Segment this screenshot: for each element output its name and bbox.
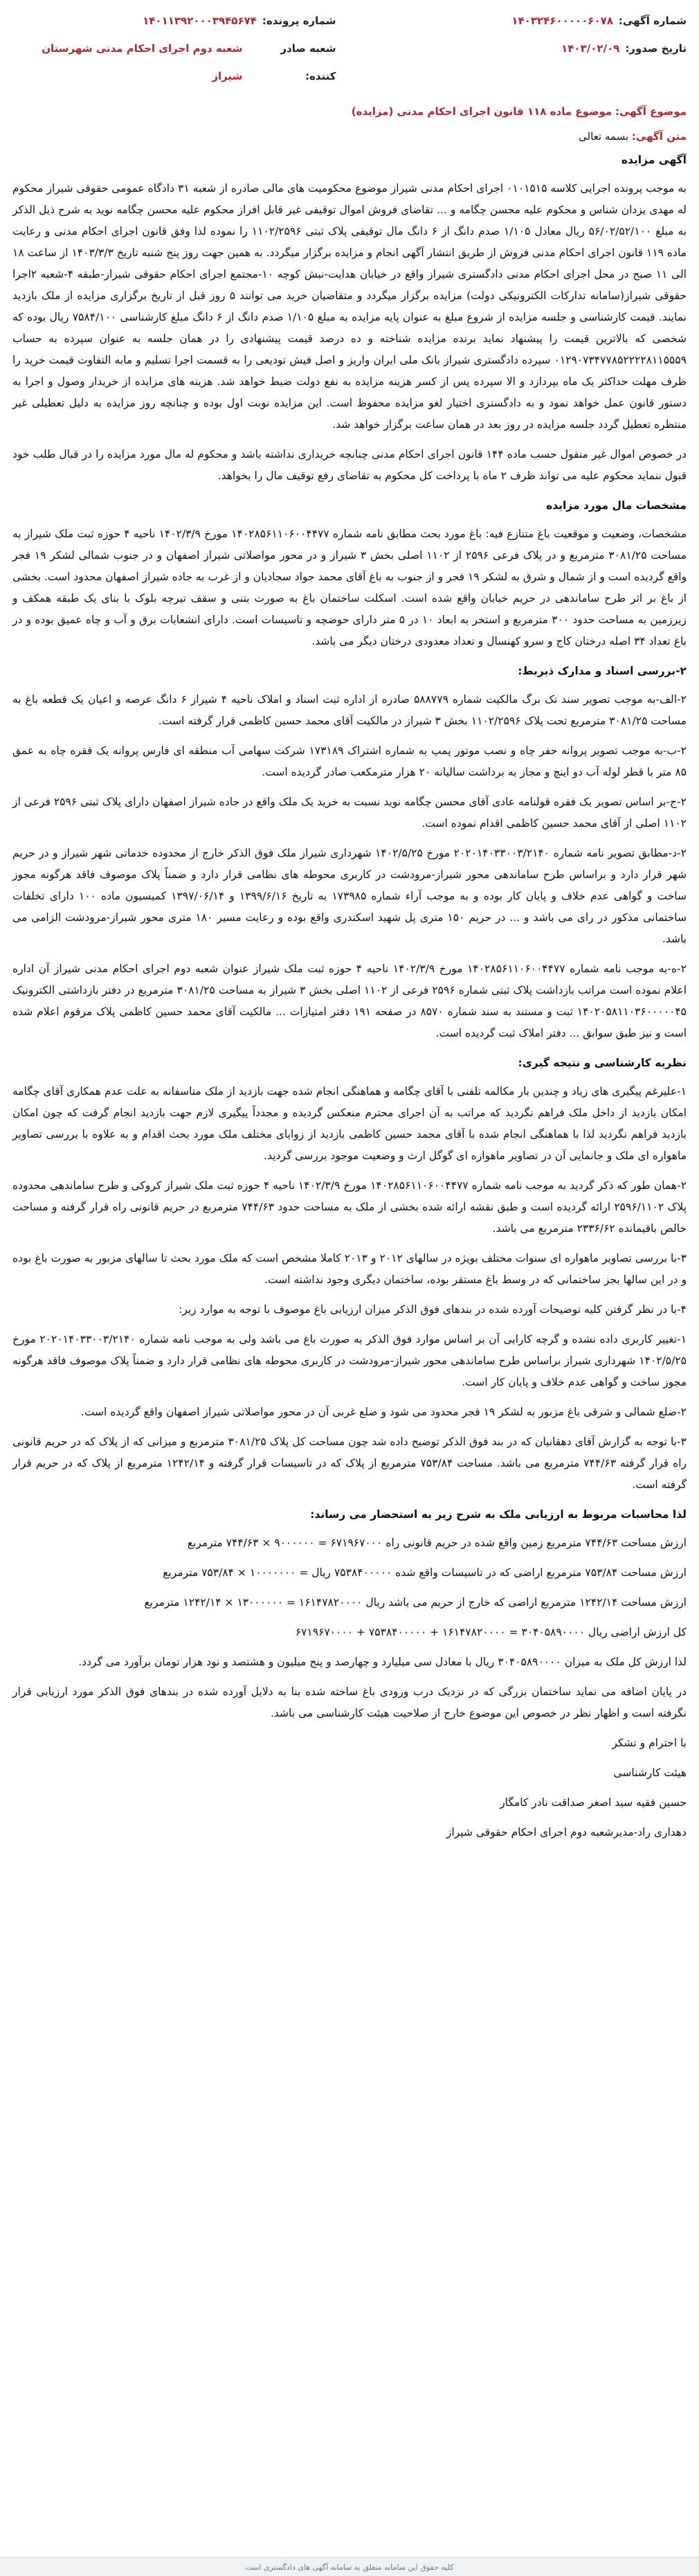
notice-label: متن آگهی: <box>631 130 687 143</box>
site-footer <box>0 2557 699 2576</box>
case-number-row <box>12 7 336 35</box>
header-left-column <box>12 7 336 90</box>
body-paragraph: ۲-ه-به موجب نامه شماره ۱۴۰۲۸۵۶۱۱۰۶۰۰۴۴۷۷ مورخ ۱۴۰۲/۳/۹ ناحیه ۴ حوزه ثبت ملک شیراز عنوان شعبه دوم اجرای احکام مدنی شیراز آن اداره اعلام نموده است مراتب بازداشت پلاک ثبتی شماره ۲۵۹۶ فرعی از ۱۱۰۲ اصلی بخش ۳ شیراز به مساحت ۳۰۸۱/۲۵ مترمربع در دفتر بازداشتی الکترونیک ۱۴۰۲۰۵۸۱۱۰۳۶۰۰۰۰۰۴۵ ثبت و مستند به سند شماره ۸۵۷۰ در صفحه ۱۹۱ دفتر امتیازات ... مالکیت آقای محمد حسین کاظمی پلاک مرقوم اعلام شده است و نیز طبق سوابق ... دفتر املاک ثبت گردیده است. <box>12 963 687 1039</box>
issuer-label: شعبه صادر کننده: <box>280 42 336 82</box>
body-paragraph: ۲-ضلع شمالی و شرقی باغ مزبور به لشکر ۱۹ فجر محدود می شود و ضلع غربی آن در محور مواصلاتی شیراز اصفهان واقع گردیده است. <box>80 1406 687 1418</box>
issuer-row <box>12 35 336 90</box>
body-paragraph: آگهی مزایده <box>621 154 687 166</box>
body-paragraph: ارزش مساحت ۱۲۴۲/۱۴ مترمربع اراضی که خارج از حریم می باشد ریال ۱۶۱۴۷۸۲۰۰۰۰ = ۱۳۰۰۰۰۰۰ × ۱۲۴۲/۱۴ مترمربع <box>144 1596 687 1609</box>
body-paragraph: با احترام و تشکر <box>612 1737 687 1749</box>
body-paragraph: در خصوص اموال غیر منقول حسب ماده ۱۴۴ قانون اجرای احکام مدنی چنانچه خریداری نداشته باشد و محکوم له مال مورد مزایده را در قبال طلب خود قبول ننماید محکوم علیه می تواند ظرف ۲ ماه با پرداخت کل محکوم به تقاضای رفع توقیف مال را بخواهد. <box>12 448 687 482</box>
body-paragraph: لذا محاسبات مربوط به ارزیابی ملک به شرح زیر به استحضار می رساند: <box>310 1508 687 1521</box>
issue-date: ۱۴۰۳/۰۲/۰۹ <box>561 42 620 55</box>
body-paragraph: هیئت کارشناسی <box>613 1766 687 1779</box>
body-paragraph: ۲-ب-به موجب تصویر پروانه حفر چاه و نصب موتور پمپ به شماره اشتراک ۱۷۳۱۸۹ شرکت سهامی آب منطقه ای فارس پروانه یک فقره چاه به عمق ۸۵ متر با قطر لوله آب دو اینچ و مجاز به برداشت سالیانه ۲۰ هزار مترمکعب صادر گردیده است. <box>12 744 687 778</box>
body-paragraph: ۲-الف-به موجب تصویر سند تک برگ مالکیت شماره ۵۸۸۷۷۹ صادره از اداره ثبت اسناد و املاک ناحیه ۴ شیراز ۶ دانگ عرصه و اعیان یک قطعه باغ به مساحت ۳۰۸۱/۲۵ مترمربع تحت پلاک ۱۱۰۲/۲۵۹۶ بخش ۳ شیراز در مالکیت آقای محمد حسین کاظمی قرار گرفته است. <box>12 693 687 727</box>
body-paragraph: ۱-تغییر کاربری داده نشده و گرچه کارایی آن بر اساس موارد فوق الذکر به صورت باغ می باشد ولی به موجب نامه شماره ۲۰۲۰۱۴۰۳۳۰۰۳/۲۱۴۰ مورخ ۱۴۰۲/۵/۲۵ شهرداری شیراز براساس طرح ساماندهی محور شیراز-مرودشت در کاربری محوطه های نظامی قرار دارد و ضمناً پلاک موصوف فاقد هرگونه مجوز ساخت و گواهی عدم خلاف و پایان کار است. <box>12 1333 687 1388</box>
subject-line <box>12 105 687 118</box>
body-paragraph: ۲-د-مطابق تصویر نامه شماره ۲۰۲۰۱۴۰۳۳۰۰۳/۲۱۴۰ مورخ ۱۴۰۲/۵/۲۵ شهرداری شیراز ملک فوق الذکر خارج از محدوده خدماتی شهر شیراز و در حریم شهر قرار دارد و براساس طرح ساماندهی محور شیراز-مرودشت در کاربری محوطه های نظامی قرار دارد و ضمناً پلاک موصوف فاقد هرگونه مجوز ساخت و گواهی عدم خلاف و پایان کار بوده و به موجب آراء شماره ۱۷۳۹۸۵ به تاریخ ۱۳۹۹/۶/۱۶ و ۱۳۹۷/۰۶/۱۴ کمیسیون ماده ۱۰۰ دارای تخلفات ساختمانی مذکور در رای می باشد و ... در حریم ۱۵۰ متری پل شهید اسکندری واقع بوده و رعایت مسیر ۱۸۰ متری محور شیراز-مرودشت الزامی می باشد. <box>12 847 687 945</box>
body-paragraph: ارزش مساحت ۷۴۴/۶۳ مترمربع زمین واقع شده در حریم قانونی راه ۶۷۱۹۶۷۰۰۰ = ۹۰۰۰۰۰۰ × ۷۴۴/۶۳ مترمربع <box>187 1537 687 1549</box>
body-paragraph: به موجب پرونده اجرایی کلاسه ۰۱۰۱۵۱۵ اجرای احکام مدنی شیراز موضوع محکومیت های مالی صادره از شعبه ۳۱ دادگاه عمومی حقوقی شیراز محکوم له مهدی یزدان شناس و محکوم علیه محسن چگامه و ... تقاضای فروش اموال توقیفی غیر قابل افراز محکوم علیه محسن چگامه نوید به شرح ذیل الذکر به مبلغ ۵۶/۰۲/۵۲/۱۰۰ ریال معادل ۱/۱۰۵ صدم دانگ از ۶ دانگ مال توقیفی پلاک ثبتی ۱۱۰۲/۲۵۹۶ را نموده لذا وفق قانون اجرای احکام مدنی و رعایت ماده ۱۱۹ قانون اجرای احکام مدنی فروش از طریق انتشار آگهی انجام و مزایده برگزار میگردد. به همین جهت روز پنج شنبه تاریخ ۱۴۰۳/۳/۳ از ساعت ۱۸ الی ۱۱ صبح در محل اجرای احکام مدنی دادگستری شیراز واقع در خیابان هدایت-نبش کوچه ۱۰-مجتمع اجرای احکام حقوقی شیراز-طبقه ۴-شعبه ۲اجرا حقوقی شیراز(سامانه تدارکات الکترونیکی دولت) مزایده برگزار میگردد و متقاضیان خرید می توانند ۵ روز قبل از تاریخ برگزاری مزایده از ملک بازدید نمایند. قیمت کارشناسی و جلسه مزایده از شروع مبلغ به عنوان پایه مزایده به مبلغ ۱/۱۰۵ صدم دانگ از ۶ دانگ مبلغ کارشناسی ۷۵۸۴/۱۰۰ ریال بوده که شخصی که بالاترین قیمت را پیشنهاد نماید برنده مزایده شناخته و ده درصد قیمت پیشنهادی را در همان جلسه به عنوان سپرده به حساب ۰۱۲۹۰۷۳۴۷۷۸۵۲۲۲۲۸۱۱۵۵۵۹ سپرده دادگستری شیراز بانک ملی ایران واریز و اصل فیش تودیعی را به قسمت اجرا تسلیم و مابه التفاوت قیمت خرید را ظرف مهلت حداکثر یک ماه بپردازد و الا سپرده پس از کسر هزینه مزایده به نفع دولت ضبط خواهد شد. هزینه های مزایده از خریدار وصول و اجرا به دستور قانون عمل خواهد نمود و به دادگستری اختیار لغو مزایده محفوظ است. این مزایده نوبت اول بوده و چنانچه روز مزایده به دلیل تعطیلی غیر منتظره تعطیل گردد جلسه مزایده در روز بعد در همان ساعت برگزار خواهد شد. <box>12 182 687 431</box>
body-paragraph: ۴-با در نظر گرفتن کلیه توضیحات آورده شده در بندهای فوق الذکر میزان ارزیابی باغ موصوف با توجه به موارد زیر: <box>179 1303 687 1316</box>
body-paragraph: ۳-با بررسی تصاویر ماهواره ای سنوات مختلف بویژه در سالهای ۲۰۱۲ و ۲۰۱۳ کاملا مشخص است که ملک مورد بحث تا سالهای مزبور به صورت باغ بوده و در این سالها بجز ساختمانی که در وسط باغ مستقر بوده، ساختمان دیگری وجود نداشته است. <box>12 1252 687 1286</box>
issuer: شعبه دوم اجرای احکام مدنی شهرستان شیراز <box>42 42 243 82</box>
body-paragraph: ۲-همان طور که ذکر گردید به موجب نامه شماره ۱۴۰۲۸۵۶۱۱۰۶۰۰۴۴۷۷ مورخ ۱۴۰۲/۳/۹ ناحیه ۴ حوزه ثبت ملک شیراز کروکی و طرح ساماندهی محدوده پلاک ۲۵۹۶/۱۱۰۲ ارائه گردیده است و طبق نقشه ارائه شده بخشی از ملک به مساحت حدود ۷۴۴/۶۳ مترمربع در حریم قانونی راه قرار گرفته و مساحت خالص باقیمانده ۲۳۳۶/۶۲ مترمربع می باشد. <box>12 1179 687 1235</box>
notice-line <box>12 130 687 143</box>
issue-date-row <box>363 35 687 62</box>
body-paragraph: لذا ارزش کل ملک به میزان ۳۰۴۰۵۸۹۰۰۰۰ ریال با معادل سی میلیارد و چهارصد و پنج میلیون و هشتصد و نود هزار تومان برآورد می گردد. <box>78 1656 687 1668</box>
footer-text: کلیه حقوق این سامانه متعلق به سامانه آگهی های دادگستری است <box>245 2562 454 2572</box>
body-paragraph: نظریه کارشناسی و نتیجه گیری: <box>518 1057 687 1069</box>
body-paragraph: ۲-بررسی اسناد و مدارک ذیربط: <box>518 665 687 677</box>
header-right-column <box>363 7 687 62</box>
body-paragraph: دهداری راد-مدیرشعبه دوم اجرای احکام حقوقی شیراز <box>446 1826 687 1839</box>
body-paragraph: کل ارزش اراضی ریال ۳۰۴۰۵۸۹۰۰۰۰ = ۱۶۱۴۷۸۲۰۰۰۰ + ۷۵۳۸۴۰۰۰۰۰ + ۶۷۱۹۶۷۰۰۰۰ <box>295 1626 687 1638</box>
body-paragraph: حسین فقیه سید اصغر صداقت نادر کامگار <box>500 1796 687 1809</box>
body-paragraph: مشخصات، وضعیت و موقعیت باغ متنازع فیه: باغ مورد بحث مطابق نامه شماره ۱۴۰۲۸۵۶۱۱۰۶۰۰۴۴۷۷ مورخ ۱۴۰۲/۳/۹ ناحیه ۴ حوزه ثبت ملک شیراز به مساحت ۳۰۸۱/۲۵ مترمربع و در پلاک فرعی ۲۵۹۶ از ۱۱۰۲ اصلی بخش ۳ شیراز و در محور مواصلاتی شیراز اصفهان و در جنوب شمالی لشکر ۱۹ فجر واقع گردیده است و از شمال و شرق به لشکر ۱۹ فجر و از جنوب به باغ آقای محمد جواد سجادیان و از غرب به جاده شیراز اصفهان محدود است. بخشی از باغ بر اثر طرح ساماندهی در حریم خیابان واقع شده است. اسکلت ساختمان باغ به صورت بتنی و سقف تیرچه بلوک با بنای یک طبقه همکف و زیرزمین به مساحت حدود ۳۰۰ مترمربع و استخر به ابعاد ۱۰ در ۵ متر دارای حوضچه و تاسیسات است. دارای انشعابات برق و آب و چاه عمیق بوده و در باغ تعداد ۳۴ اصله درختان کاج و سرو کهنسال و تعداد معدودی درختان دیگر می باشد. <box>12 528 687 647</box>
body-paragraph: در پایان اضافه می نماید ساختمان بزرگی که در نزدیک درب ورودی باغ ساخته شده بنا به دلایل آورده شده در بندهای فوق الذکر مورد ارزیابی قرار نگرفته است و اظهار نظر در خصوص این موضوع خارج از صلاحیت هیئت کارشناسی می باشد. <box>12 1685 687 1719</box>
body-paragraph: ۲-ج-بر اساس تصویر یک فقره قولنامه عادی آقای محسن چگامه نوید نسبت به خرید یک ملک واقع در جاده شیراز اصفهان دارای پلاک ثبتی ۲۵۹۶ فرعی از ۱۱۰۲ اصلی از آقای محمد حسین کاظمی اقدام نموده است. <box>12 796 687 830</box>
body-paragraph: ۳-با توجه به گزارش آقای دهقانیان که در بند فوق الذکر توضیح داده شد چون مساحت کل پلاک ۳۰۸۱/۲۵ مترمربع و میزانی که از پلاک که در حریم قانونی راه قرار گرفته ۷۴۴/۶۳ مترمربع می باشد. مساحت ۷۵۳/۸۴ مترمربع از پلاک که در تاسیسات قرار گرفته و ۱۲۴۲/۱۴ مترمربع از پلاک که در حریم قرار گرفته است. <box>12 1435 687 1491</box>
issue-date-label: تاریخ صدور: <box>625 42 687 55</box>
body-paragraph: ۱-علیرغم پیگیری های زیاد و چندین بار مکالمه تلفنی با آقای چگامه و هماهنگی انجام شده جهت بازدید از ملک متاسفانه به علت عدم همکاری آقای چگامه امکان بازدید از داخل ملک فراهم نگردید که مراتب به آن اجرای محترم منعکس گردیده و مجدداً پیگیری لازم جهت بازدید انجام گرفت که چون امکان بازدید فراهم نگردید لذا با هماهنگی انجام شده با آقای محمد حسین کاظمی بازدید از زوایای مختلف ملک مورد بحث اقدام و به علاوه با بررسی تصاویر ماهواره ای ملک و جانمایی آن در تصاویر ماهواره ای گوگل ارث و وضعیت موجود بررسی گردید. <box>12 1085 687 1162</box>
ad-number: ۱۴۰۳۲۴۶۰۰۰۰۰۶۰۷۸ <box>511 15 613 27</box>
notice-text: بسمه تعالی <box>579 130 629 143</box>
notice-header <box>12 7 687 90</box>
ad-number-row <box>363 7 687 35</box>
subject-text: موضوع ماده ۱۱۸ قانون اجرای احکام مدنی (مزایده) <box>351 105 612 118</box>
notice-body <box>12 150 687 1843</box>
case-number: ۱۴۰۱۱۳۹۲۰۰۰۳۹۴۵۶۷۴ <box>143 15 257 27</box>
ad-number-label: شماره آگهی: <box>618 15 687 27</box>
subject-label: موضوع آگهی: <box>615 105 687 118</box>
body-paragraph: مشخصات مال مورد مزایده <box>546 499 687 512</box>
body-paragraph: ارزش مساحت ۷۵۳/۸۴ مترمربع اراضی که در تاسیسات واقع شده ۷۵۳۸۴۰۰۰۰۰ ریال = ۱۰۰۰۰۰۰۰ × ۷۵۳/۸۴ مترمربع <box>163 1566 687 1579</box>
case-number-label: شماره پرونده: <box>262 15 336 27</box>
